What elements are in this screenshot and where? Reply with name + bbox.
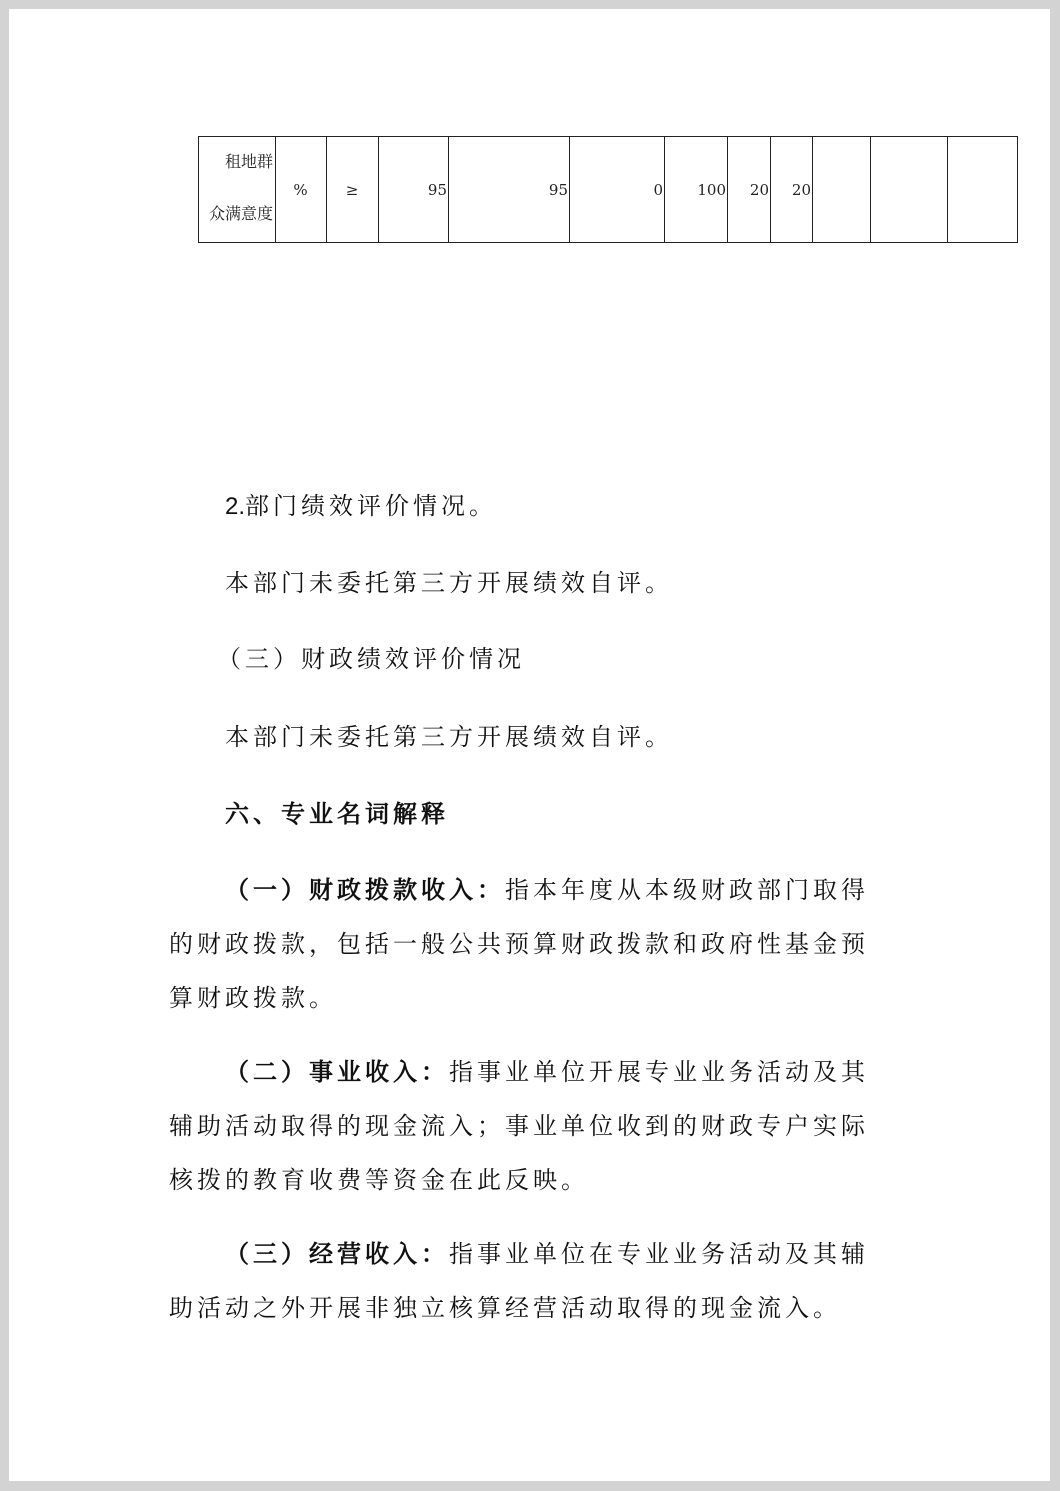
- performance-table: [198, 136, 1018, 243]
- empty-cell: [813, 137, 871, 243]
- term-2-line2: 辅助活动取得的现金流入；事业单位收到的财政专户实际: [169, 1112, 869, 1140]
- term-1-text: 指本年度从本级财政部门取得: [505, 876, 869, 904]
- empty-cell: [948, 137, 1018, 243]
- term-3-line2: 助活动之外开展非独立核算经营活动取得的现金流入。: [169, 1294, 841, 1322]
- section2-heading: [225, 479, 497, 534]
- weight-cell: 20: [728, 137, 771, 243]
- section3-body: 本部门未委托第三方开展绩效自评。: [225, 723, 673, 751]
- table-row: [199, 137, 1018, 243]
- section2-body: 本部门未委托第三方开展绩效自评。: [225, 569, 673, 597]
- section2-title: 部门绩效评价情况。: [245, 492, 498, 520]
- term-1-line1: [225, 863, 869, 917]
- term-2-line3: 核拨的教育收费等资金在此反映。: [169, 1166, 589, 1194]
- term-3-text: 指事业单位在专业业务活动及其辅: [449, 1240, 869, 1268]
- term-2-line1: [225, 1045, 869, 1099]
- indicator-name-cell: [199, 137, 276, 243]
- term-1-label: （一）财政拨款收入：: [225, 875, 505, 904]
- term-1-line3: 算财政拨款。: [169, 984, 337, 1012]
- section2-number: 2.: [225, 493, 246, 520]
- term-2-text: 指事业单位开展专业业务活动及其: [449, 1058, 869, 1086]
- score-cell: 20: [771, 137, 813, 243]
- term-3-label: （三）经营收入：: [225, 1239, 449, 1268]
- target-value-cell: 95: [379, 137, 449, 243]
- section3-heading: （三）财政绩效评价情况: [217, 645, 525, 673]
- completion-rate-cell: 100: [665, 137, 728, 243]
- section6-heading: 六、专业名词解释: [225, 799, 449, 828]
- document-page: [9, 9, 1050, 1481]
- actual-value-cell: 95: [449, 137, 570, 243]
- term-1-line2: 的财政拨款，包括一般公共预算财政拨款和政府性基金预: [169, 930, 869, 958]
- term-2-label: （二）事业收入：: [225, 1057, 449, 1086]
- deviation-cell: 0: [570, 137, 665, 243]
- indicator-name-line2: 众满意度: [208, 203, 273, 223]
- empty-cell: [871, 137, 948, 243]
- unit-cell: %: [276, 137, 327, 243]
- term-3-line1: [225, 1227, 869, 1281]
- operator-cell: ≥: [327, 137, 379, 243]
- indicator-name-line1: 租地群: [224, 151, 273, 171]
